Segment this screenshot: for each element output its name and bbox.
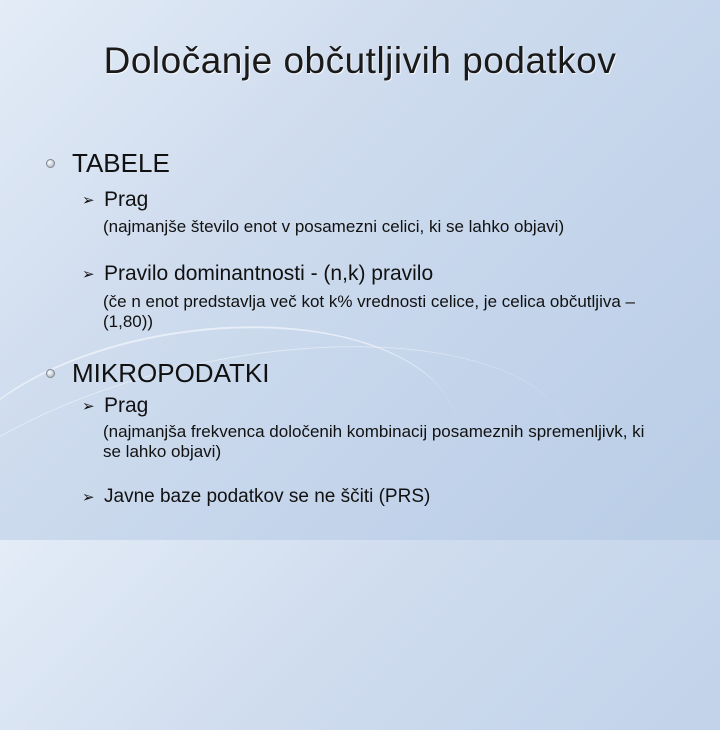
item-label: Pravilo dominantnosti - (n,k) pravilo <box>104 262 434 285</box>
arrow-bullet-icon: ➢ <box>82 397 95 415</box>
round-bullet-icon <box>46 159 55 168</box>
round-bullet-icon <box>46 369 55 378</box>
list-item <box>82 188 148 212</box>
item-label: Javne baze podatkov se ne ščiti (PRS) <box>104 486 431 507</box>
item-label: Prag <box>104 394 149 417</box>
slide-title: Določanje občutljivih podatkov <box>103 40 617 81</box>
list-item <box>82 262 433 286</box>
item-note: (če n enot predstavlja več kot k% vrednosti celice, je celica občutljiva – (1,80)) <box>103 292 635 331</box>
item-label: Prag <box>104 188 149 211</box>
arrow-bullet-icon: ➢ <box>82 191 95 209</box>
section-tabele <box>46 148 170 179</box>
section-heading: TABELE <box>72 148 170 178</box>
section-heading: MIKROPODATKI <box>72 358 270 388</box>
item-note: (najmanjše število enot v posamezni celici, ki se lahko objavi) <box>103 217 565 236</box>
section-mikropodatki <box>46 358 269 389</box>
arrow-bullet-icon: ➢ <box>82 488 95 506</box>
list-item <box>82 486 430 508</box>
item-note: (najmanjša frekvenca določenih kombinacij posameznih spremenljivk, ki se lahko objavi) <box>103 422 645 461</box>
arrow-bullet-icon: ➢ <box>82 265 95 283</box>
list-item <box>82 394 148 418</box>
